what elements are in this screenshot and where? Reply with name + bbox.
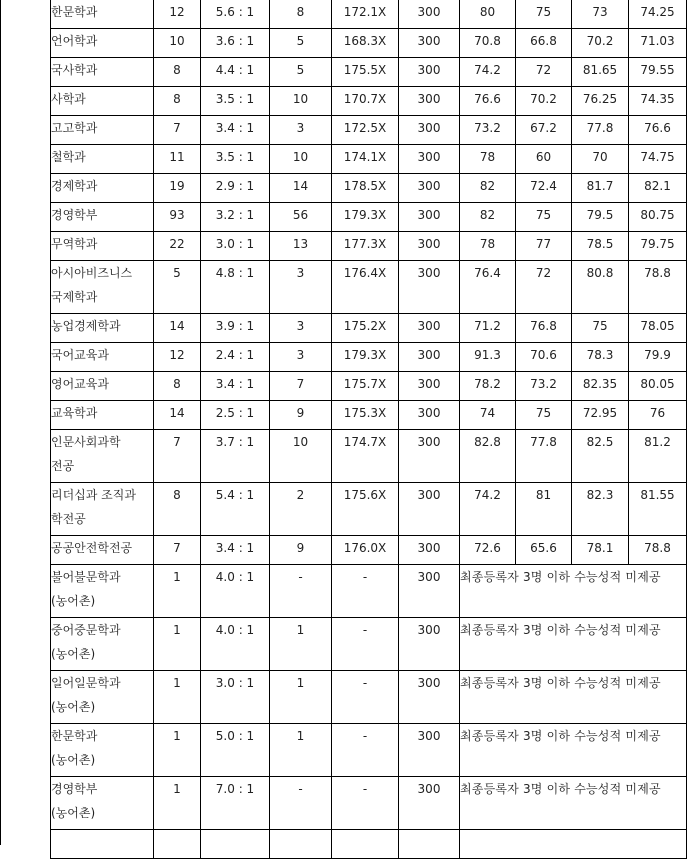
department-name-cell [51, 203, 154, 232]
department-name-line: (농어촌) [51, 700, 96, 714]
waitlist-cell: 2 [270, 483, 332, 536]
competition-ratio-cell: 5.6 : 1 [201, 0, 270, 29]
competition-ratio-cell: 3.5 : 1 [201, 145, 270, 174]
korean-score-cell: 70.8 [460, 29, 516, 58]
math-score-cell: 72 [516, 261, 572, 314]
competition-ratio-cell: 2.4 : 1 [201, 343, 270, 372]
competition-ratio-cell: 4.0 : 1 [201, 618, 270, 671]
percentile-cell: 176.4X [332, 261, 399, 314]
quota-cell: 8 [154, 372, 201, 401]
table-row [51, 0, 687, 29]
total-score-cell: 300 [399, 232, 460, 261]
english-score-cell: 79.5 [572, 203, 629, 232]
math-score-cell: 60 [516, 145, 572, 174]
waitlist-cell: 1 [270, 724, 332, 777]
waitlist-cell: 1 [270, 671, 332, 724]
department-name-cell [51, 618, 154, 671]
total-score-cell: 300 [399, 0, 460, 29]
department-name-cell [51, 0, 154, 29]
table-row [51, 401, 687, 430]
math-score-cell: 70.2 [516, 87, 572, 116]
quota-cell: 19 [154, 174, 201, 203]
competition-ratio-cell: 3.6 : 1 [201, 29, 270, 58]
korean-score-cell: 73.2 [460, 116, 516, 145]
score-not-provided-note: 최종등록자 3명 이하 수능성적 미제공 [460, 777, 687, 830]
average-score-cell: 74.35 [629, 87, 687, 116]
table-row [51, 430, 687, 483]
korean-score-cell: 80 [460, 0, 516, 29]
quota-cell: 7 [154, 536, 201, 565]
percentile-cell: 178.5X [332, 174, 399, 203]
department-name-line: 국사학과 [51, 63, 98, 77]
percentile-cell: - [332, 671, 399, 724]
korean-score-cell: 74.2 [460, 483, 516, 536]
competition-ratio-cell: 4.4 : 1 [201, 58, 270, 87]
quota-cell: 7 [154, 116, 201, 145]
department-name-cell [51, 343, 154, 372]
waitlist-cell: 3 [270, 314, 332, 343]
quota-cell: 1 [154, 724, 201, 777]
competition-ratio-cell: 3.4 : 1 [201, 116, 270, 145]
total-score-cell: 300 [399, 724, 460, 777]
department-name-cell [51, 401, 154, 430]
department-name-line: 불어불문학과 [51, 570, 121, 584]
department-name-cell [51, 372, 154, 401]
total-score-cell: 300 [399, 29, 460, 58]
competition-ratio-cell: 5.4 : 1 [201, 483, 270, 536]
department-name-cell [51, 565, 154, 618]
quota-cell: 11 [154, 145, 201, 174]
table-row [51, 314, 687, 343]
total-score-cell: 300 [399, 174, 460, 203]
competition-ratio-cell: 3.4 : 1 [201, 372, 270, 401]
table-row [51, 565, 687, 618]
math-score-cell: 77.8 [516, 430, 572, 483]
waitlist-cell: 7 [270, 372, 332, 401]
total-score-cell: 300 [399, 618, 460, 671]
math-score-cell: 75 [516, 203, 572, 232]
table-row [51, 777, 687, 830]
average-score-cell: 80.75 [629, 203, 687, 232]
quota-cell: 7 [154, 430, 201, 483]
average-score-cell: 74.75 [629, 145, 687, 174]
total-score-cell: 300 [399, 671, 460, 724]
total-score-cell: 300 [399, 87, 460, 116]
percentile-cell: 179.3X [332, 203, 399, 232]
english-score-cell: 77.8 [572, 116, 629, 145]
percentile-cell: 172.5X [332, 116, 399, 145]
waitlist-cell: 9 [270, 536, 332, 565]
department-name-line: 철학과 [51, 150, 86, 164]
table-row [51, 830, 687, 859]
quota-cell: 1 [154, 618, 201, 671]
average-score-cell: 78.8 [629, 261, 687, 314]
waitlist-cell: 5 [270, 58, 332, 87]
empty-cell [201, 830, 270, 859]
percentile-cell: 175.6X [332, 483, 399, 536]
empty-cell [154, 830, 201, 859]
english-score-cell: 78.5 [572, 232, 629, 261]
score-not-provided-note: 최종등록자 3명 이하 수능성적 미제공 [460, 565, 687, 618]
average-score-cell: 81.55 [629, 483, 687, 536]
percentile-cell: - [332, 565, 399, 618]
quota-cell: 8 [154, 483, 201, 536]
department-name-cell [51, 116, 154, 145]
department-name-line: (농어촌) [51, 647, 96, 661]
competition-ratio-cell: 3.2 : 1 [201, 203, 270, 232]
department-name-line: 공공안전학전공 [51, 541, 133, 555]
empty-cell [51, 830, 154, 859]
average-score-cell: 82.1 [629, 174, 687, 203]
math-score-cell: 81 [516, 483, 572, 536]
quota-cell: 8 [154, 58, 201, 87]
english-score-cell: 82.5 [572, 430, 629, 483]
english-score-cell: 72.95 [572, 401, 629, 430]
percentile-cell: 168.3X [332, 29, 399, 58]
department-name-line: 한문학과 [51, 5, 98, 19]
percentile-cell: 175.2X [332, 314, 399, 343]
quota-cell: 14 [154, 401, 201, 430]
department-name-cell [51, 724, 154, 777]
department-name-line: 경영학부 [51, 208, 98, 222]
korean-score-cell: 71.2 [460, 314, 516, 343]
total-score-cell: 300 [399, 58, 460, 87]
quota-cell: 12 [154, 0, 201, 29]
quota-cell: 93 [154, 203, 201, 232]
table-row [51, 58, 687, 87]
score-not-provided-note: 최종등록자 3명 이하 수능성적 미제공 [460, 671, 687, 724]
korean-score-cell: 82.8 [460, 430, 516, 483]
english-score-cell: 81.65 [572, 58, 629, 87]
score-not-provided-note: 최종등록자 3명 이하 수능성적 미제공 [460, 724, 687, 777]
table-row [51, 87, 687, 116]
department-name-line: 학전공 [51, 512, 86, 526]
department-name-line: (농어촌) [51, 594, 96, 608]
quota-cell: 1 [154, 565, 201, 618]
average-score-cell: 80.05 [629, 372, 687, 401]
quota-cell: 5 [154, 261, 201, 314]
competition-ratio-cell: 2.5 : 1 [201, 401, 270, 430]
total-score-cell: 300 [399, 203, 460, 232]
table-row [51, 174, 687, 203]
percentile-cell: 177.3X [332, 232, 399, 261]
waitlist-cell: 10 [270, 145, 332, 174]
table-row [51, 536, 687, 565]
department-name-line: 한문학과 [51, 729, 98, 743]
korean-score-cell: 72.6 [460, 536, 516, 565]
waitlist-cell: 5 [270, 29, 332, 58]
korean-score-cell: 74 [460, 401, 516, 430]
total-score-cell: 300 [399, 372, 460, 401]
math-score-cell: 77 [516, 232, 572, 261]
department-name-cell [51, 58, 154, 87]
department-name-line: 인문사회과학 [51, 435, 121, 449]
department-name-line: 무역학과 [51, 237, 98, 251]
department-name-line: 일어일문학과 [51, 676, 121, 690]
waitlist-cell: 10 [270, 430, 332, 483]
table-row [51, 203, 687, 232]
department-name-line: 사학과 [51, 92, 86, 106]
percentile-cell: 174.7X [332, 430, 399, 483]
waitlist-cell: - [270, 565, 332, 618]
korean-score-cell: 78.2 [460, 372, 516, 401]
total-score-cell: 300 [399, 116, 460, 145]
korean-score-cell: 78 [460, 145, 516, 174]
department-name-cell [51, 145, 154, 174]
quota-cell: 12 [154, 343, 201, 372]
math-score-cell: 66.8 [516, 29, 572, 58]
department-name-cell [51, 671, 154, 724]
korean-score-cell: 82 [460, 203, 516, 232]
competition-ratio-cell: 7.0 : 1 [201, 777, 270, 830]
table-row [51, 724, 687, 777]
average-score-cell: 71.03 [629, 29, 687, 58]
total-score-cell: 300 [399, 483, 460, 536]
average-score-cell: 78.8 [629, 536, 687, 565]
waitlist-cell: 13 [270, 232, 332, 261]
total-score-cell: 300 [399, 314, 460, 343]
total-score-cell: 300 [399, 261, 460, 314]
department-name-cell [51, 536, 154, 565]
table-row [51, 671, 687, 724]
department-name-cell [51, 483, 154, 536]
percentile-cell: 174.1X [332, 145, 399, 174]
department-name-cell [51, 29, 154, 58]
page-left-border [0, 0, 1, 845]
total-score-cell: 300 [399, 145, 460, 174]
quota-cell: 22 [154, 232, 201, 261]
waitlist-cell: 1 [270, 618, 332, 671]
math-score-cell: 72 [516, 58, 572, 87]
english-score-cell: 70.2 [572, 29, 629, 58]
department-name-cell [51, 261, 154, 314]
department-name-line: 리더십과 조직과 [51, 488, 136, 502]
department-name-cell [51, 314, 154, 343]
department-name-cell [51, 87, 154, 116]
quota-cell: 1 [154, 777, 201, 830]
waitlist-cell: 14 [270, 174, 332, 203]
table-row [51, 232, 687, 261]
english-score-cell: 82.3 [572, 483, 629, 536]
competition-ratio-cell: 3.7 : 1 [201, 430, 270, 483]
competition-ratio-cell: 3.9 : 1 [201, 314, 270, 343]
math-score-cell: 67.2 [516, 116, 572, 145]
total-score-cell: 300 [399, 343, 460, 372]
math-score-cell: 76.8 [516, 314, 572, 343]
waitlist-cell: 8 [270, 0, 332, 29]
empty-cell [332, 830, 399, 859]
table-body [51, 0, 687, 859]
department-name-line: 교육학과 [51, 406, 98, 420]
department-name-line: 국제학과 [51, 290, 98, 304]
korean-score-cell: 76.4 [460, 261, 516, 314]
average-score-cell: 76.6 [629, 116, 687, 145]
department-name-line: 언어학과 [51, 34, 98, 48]
english-score-cell: 82.35 [572, 372, 629, 401]
average-score-cell: 78.05 [629, 314, 687, 343]
english-score-cell: 78.1 [572, 536, 629, 565]
department-name-line: 국어교육과 [51, 348, 109, 362]
empty-cell [460, 830, 687, 859]
department-name-line: 중어중문학과 [51, 623, 121, 637]
percentile-cell: 179.3X [332, 343, 399, 372]
percentile-cell: 175.7X [332, 372, 399, 401]
average-score-cell: 79.55 [629, 58, 687, 87]
average-score-cell: 81.2 [629, 430, 687, 483]
english-score-cell: 80.8 [572, 261, 629, 314]
total-score-cell: 300 [399, 430, 460, 483]
math-score-cell: 73.2 [516, 372, 572, 401]
admissions-results-table [50, 0, 687, 859]
percentile-cell: - [332, 618, 399, 671]
table-row [51, 145, 687, 174]
competition-ratio-cell: 5.0 : 1 [201, 724, 270, 777]
english-score-cell: 78.3 [572, 343, 629, 372]
english-score-cell: 73 [572, 0, 629, 29]
quota-cell: 8 [154, 87, 201, 116]
math-score-cell: 72.4 [516, 174, 572, 203]
percentile-cell: 175.5X [332, 58, 399, 87]
percentile-cell: - [332, 777, 399, 830]
math-score-cell: 75 [516, 401, 572, 430]
percentile-cell: 170.7X [332, 87, 399, 116]
competition-ratio-cell: 4.0 : 1 [201, 565, 270, 618]
english-score-cell: 81.7 [572, 174, 629, 203]
math-score-cell: 75 [516, 0, 572, 29]
department-name-cell [51, 777, 154, 830]
waitlist-cell: - [270, 777, 332, 830]
percentile-cell: 172.1X [332, 0, 399, 29]
math-score-cell: 65.6 [516, 536, 572, 565]
quota-cell: 10 [154, 29, 201, 58]
department-name-line: (농어촌) [51, 753, 96, 767]
quota-cell: 14 [154, 314, 201, 343]
percentile-cell: 175.3X [332, 401, 399, 430]
department-name-line: 영어교육과 [51, 377, 109, 391]
table-row [51, 29, 687, 58]
english-score-cell: 76.25 [572, 87, 629, 116]
department-name-line: 경영학부 [51, 782, 98, 796]
department-name-line: 고고학과 [51, 121, 98, 135]
competition-ratio-cell: 2.9 : 1 [201, 174, 270, 203]
table-row [51, 618, 687, 671]
percentile-cell: - [332, 724, 399, 777]
department-name-line: 농업경제학과 [51, 319, 121, 333]
percentile-cell: 176.0X [332, 536, 399, 565]
average-score-cell: 76 [629, 401, 687, 430]
waitlist-cell: 3 [270, 116, 332, 145]
waitlist-cell: 3 [270, 343, 332, 372]
competition-ratio-cell: 3.0 : 1 [201, 232, 270, 261]
korean-score-cell: 82 [460, 174, 516, 203]
table-row [51, 483, 687, 536]
average-score-cell: 74.25 [629, 0, 687, 29]
department-name-line: 경제학과 [51, 179, 98, 193]
table-row [51, 343, 687, 372]
empty-cell [270, 830, 332, 859]
competition-ratio-cell: 3.0 : 1 [201, 671, 270, 724]
waitlist-cell: 9 [270, 401, 332, 430]
score-not-provided-note: 최종등록자 3명 이하 수능성적 미제공 [460, 618, 687, 671]
average-score-cell: 79.9 [629, 343, 687, 372]
waitlist-cell: 56 [270, 203, 332, 232]
department-name-cell [51, 232, 154, 261]
korean-score-cell: 74.2 [460, 58, 516, 87]
department-name-line: 아시아비즈니스 [51, 266, 133, 280]
waitlist-cell: 3 [270, 261, 332, 314]
department-name-cell [51, 174, 154, 203]
total-score-cell: 300 [399, 401, 460, 430]
korean-score-cell: 76.6 [460, 87, 516, 116]
total-score-cell: 300 [399, 536, 460, 565]
table-row [51, 261, 687, 314]
department-name-line: 전공 [51, 459, 75, 473]
math-score-cell: 70.6 [516, 343, 572, 372]
competition-ratio-cell: 3.5 : 1 [201, 87, 270, 116]
average-score-cell: 79.75 [629, 232, 687, 261]
department-name-cell [51, 430, 154, 483]
department-name-line: (농어촌) [51, 806, 96, 820]
korean-score-cell: 91.3 [460, 343, 516, 372]
table-row [51, 116, 687, 145]
english-score-cell: 70 [572, 145, 629, 174]
total-score-cell: 300 [399, 777, 460, 830]
english-score-cell: 75 [572, 314, 629, 343]
competition-ratio-cell: 3.4 : 1 [201, 536, 270, 565]
total-score-cell: 300 [399, 565, 460, 618]
waitlist-cell: 10 [270, 87, 332, 116]
korean-score-cell: 78 [460, 232, 516, 261]
table-row [51, 372, 687, 401]
quota-cell: 1 [154, 671, 201, 724]
competition-ratio-cell: 4.8 : 1 [201, 261, 270, 314]
empty-cell [399, 830, 460, 859]
